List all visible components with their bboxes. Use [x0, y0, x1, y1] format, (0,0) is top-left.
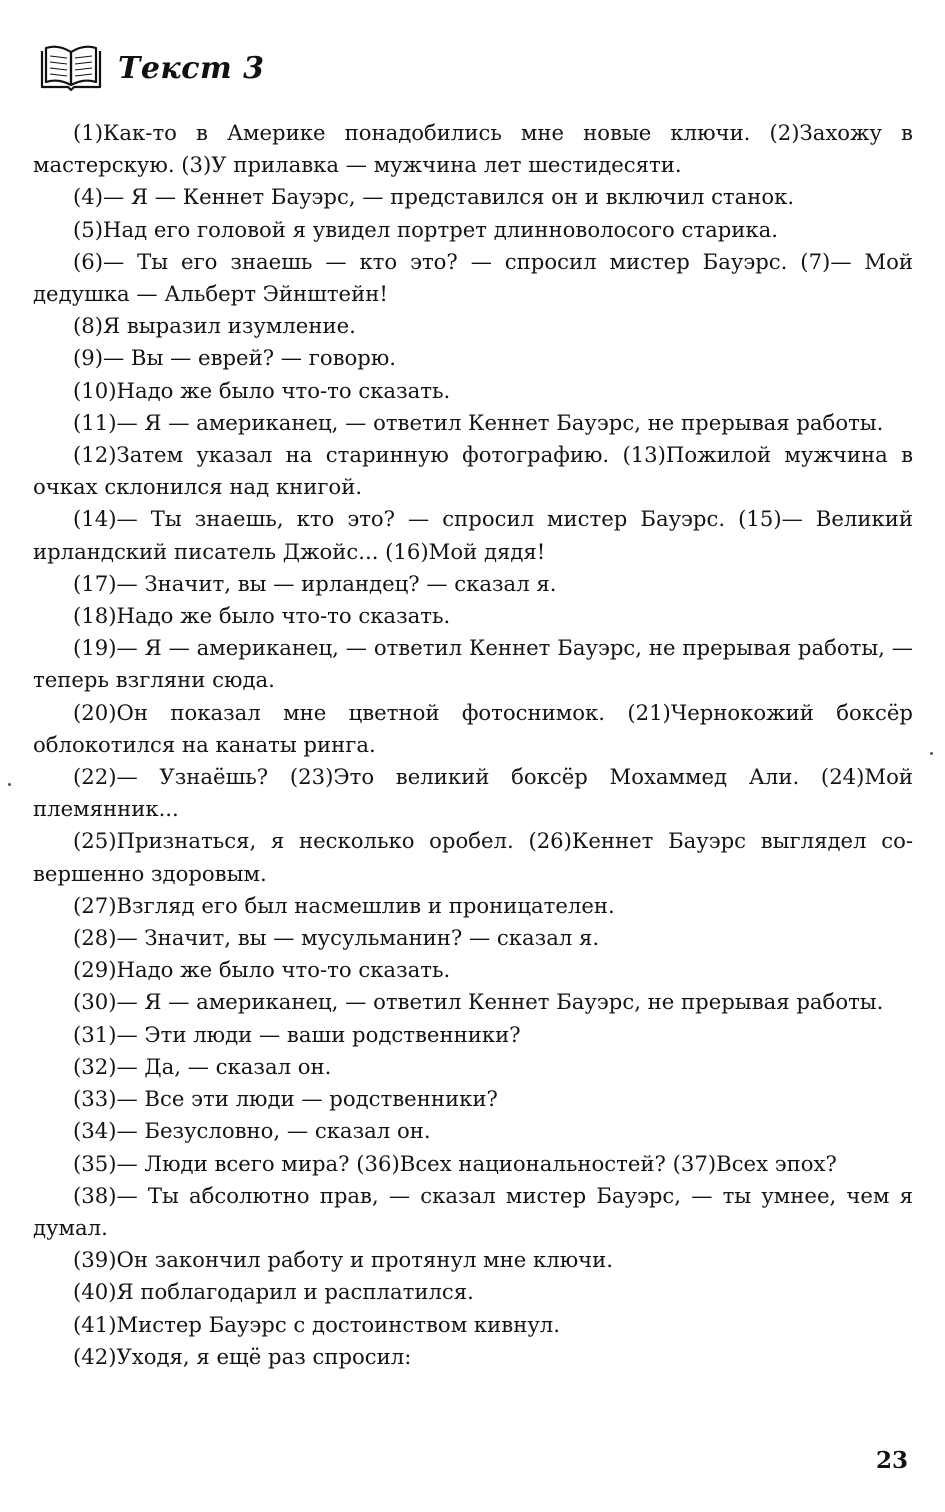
page-number: 23: [875, 1447, 908, 1474]
paragraph: (38)— Ты абсолютно прав, — сказал мистер Бауэрс, — ты умнее, чем я думал.: [33, 1182, 913, 1240]
paragraph: (1)Как-то в Америке понадобились мне новые ключи. (2)Захожу в мастерскую. (3)У прилавка — мужчина лет шестидесяти.: [33, 120, 913, 178]
text-header: [38, 38, 265, 98]
paragraph: (12)Затем указал на старинную фотографию. (13)Пожилой мужчина в очках склонился над книгой.: [33, 442, 913, 500]
paragraph: (14)— Ты знаешь, кто это? — спросил мистер Бауэрс. (15)— Великий ирландский писатель Джойс... (16)Мой дядя!: [33, 506, 913, 564]
paragraph: (41)Мистер Бауэрс с достоинством кивнул.: [73, 1311, 560, 1337]
paragraph: (35)— Люди всего мира? (36)Всех национальностей? (37)Всех эпох?: [73, 1150, 837, 1176]
text-body: [33, 117, 913, 1373]
paragraph: (19)— Я — американец, — ответил Кеннет Бауэрс, не прерывая работы, — теперь взгляни сюда.: [33, 635, 913, 693]
paragraph: (8)Я выразил изумление.: [73, 313, 356, 339]
text-title: Текст 3: [118, 50, 265, 86]
paragraph: (39)Он закончил работу и протянул мне ключи.: [73, 1247, 614, 1273]
paragraph: (29)Надо же было что-то сказать.: [73, 957, 451, 983]
paragraph: (17)— Значит, вы — ирландец? — сказал я.: [73, 570, 557, 596]
paragraph: (22)— Узнаёшь? (23)Это великий боксёр Мохаммед Али. (24)Мой племянник...: [33, 764, 913, 822]
paragraph: (6)— Ты его знаешь — кто это? — спросил мистер Бауэрс. (7)— Мой дедушка — Альберт Эйнштейн!: [33, 248, 913, 307]
paragraph: (32)— Да, — сказал он.: [73, 1053, 332, 1079]
paragraph: (27)Взгляд его был насмешлив и проницателен.: [73, 892, 615, 918]
scan-speck: [8, 783, 11, 786]
paragraph: (20)Он показал мне цветной фотоснимок. (21)Чернокожий боксёр облокотился на канаты ринга.: [33, 699, 913, 757]
paragraph: (28)— Значит, вы — мусульманин? — сказал я.: [73, 925, 600, 951]
paragraph: (40)Я поблагодарил и расплатился.: [73, 1279, 474, 1305]
paragraph: (4)— Я — Кеннет Бауэрс, — представился он и включил станок.: [73, 184, 795, 210]
paragraph: (11)— Я — американец, — ответил Кеннет Бауэрс, не прерывая работы.: [73, 409, 884, 435]
scan-speck: [930, 752, 933, 755]
paragraph: (31)— Эти люди — ваши родственники?: [73, 1021, 521, 1047]
paragraph: (18)Надо же было что-то сказать.: [73, 603, 451, 629]
paragraph: (33)— Все эти люди — родственники?: [73, 1086, 498, 1112]
paragraph: (5)Над его головой я увидел портрет длинноволосого старика.: [73, 216, 779, 242]
paragraph: (10)Надо же было что-то сказать.: [73, 377, 451, 403]
paragraph: (42)Уходя, я ещё раз спросил:: [73, 1343, 412, 1369]
paragraph: (34)— Безусловно, — сказал он.: [73, 1118, 431, 1144]
paragraph: (30)— Я — американец, — ответил Кеннет Бауэрс, не прерывая работы.: [73, 989, 884, 1015]
paragraph: (9)— Вы — еврей? — говорю.: [73, 345, 397, 371]
open-book-icon: [38, 43, 104, 93]
paragraph: (25)Признаться, я несколько оробел. (26)Кеннет Бауэрс выглядел совершенно здоровым.: [33, 828, 913, 886]
